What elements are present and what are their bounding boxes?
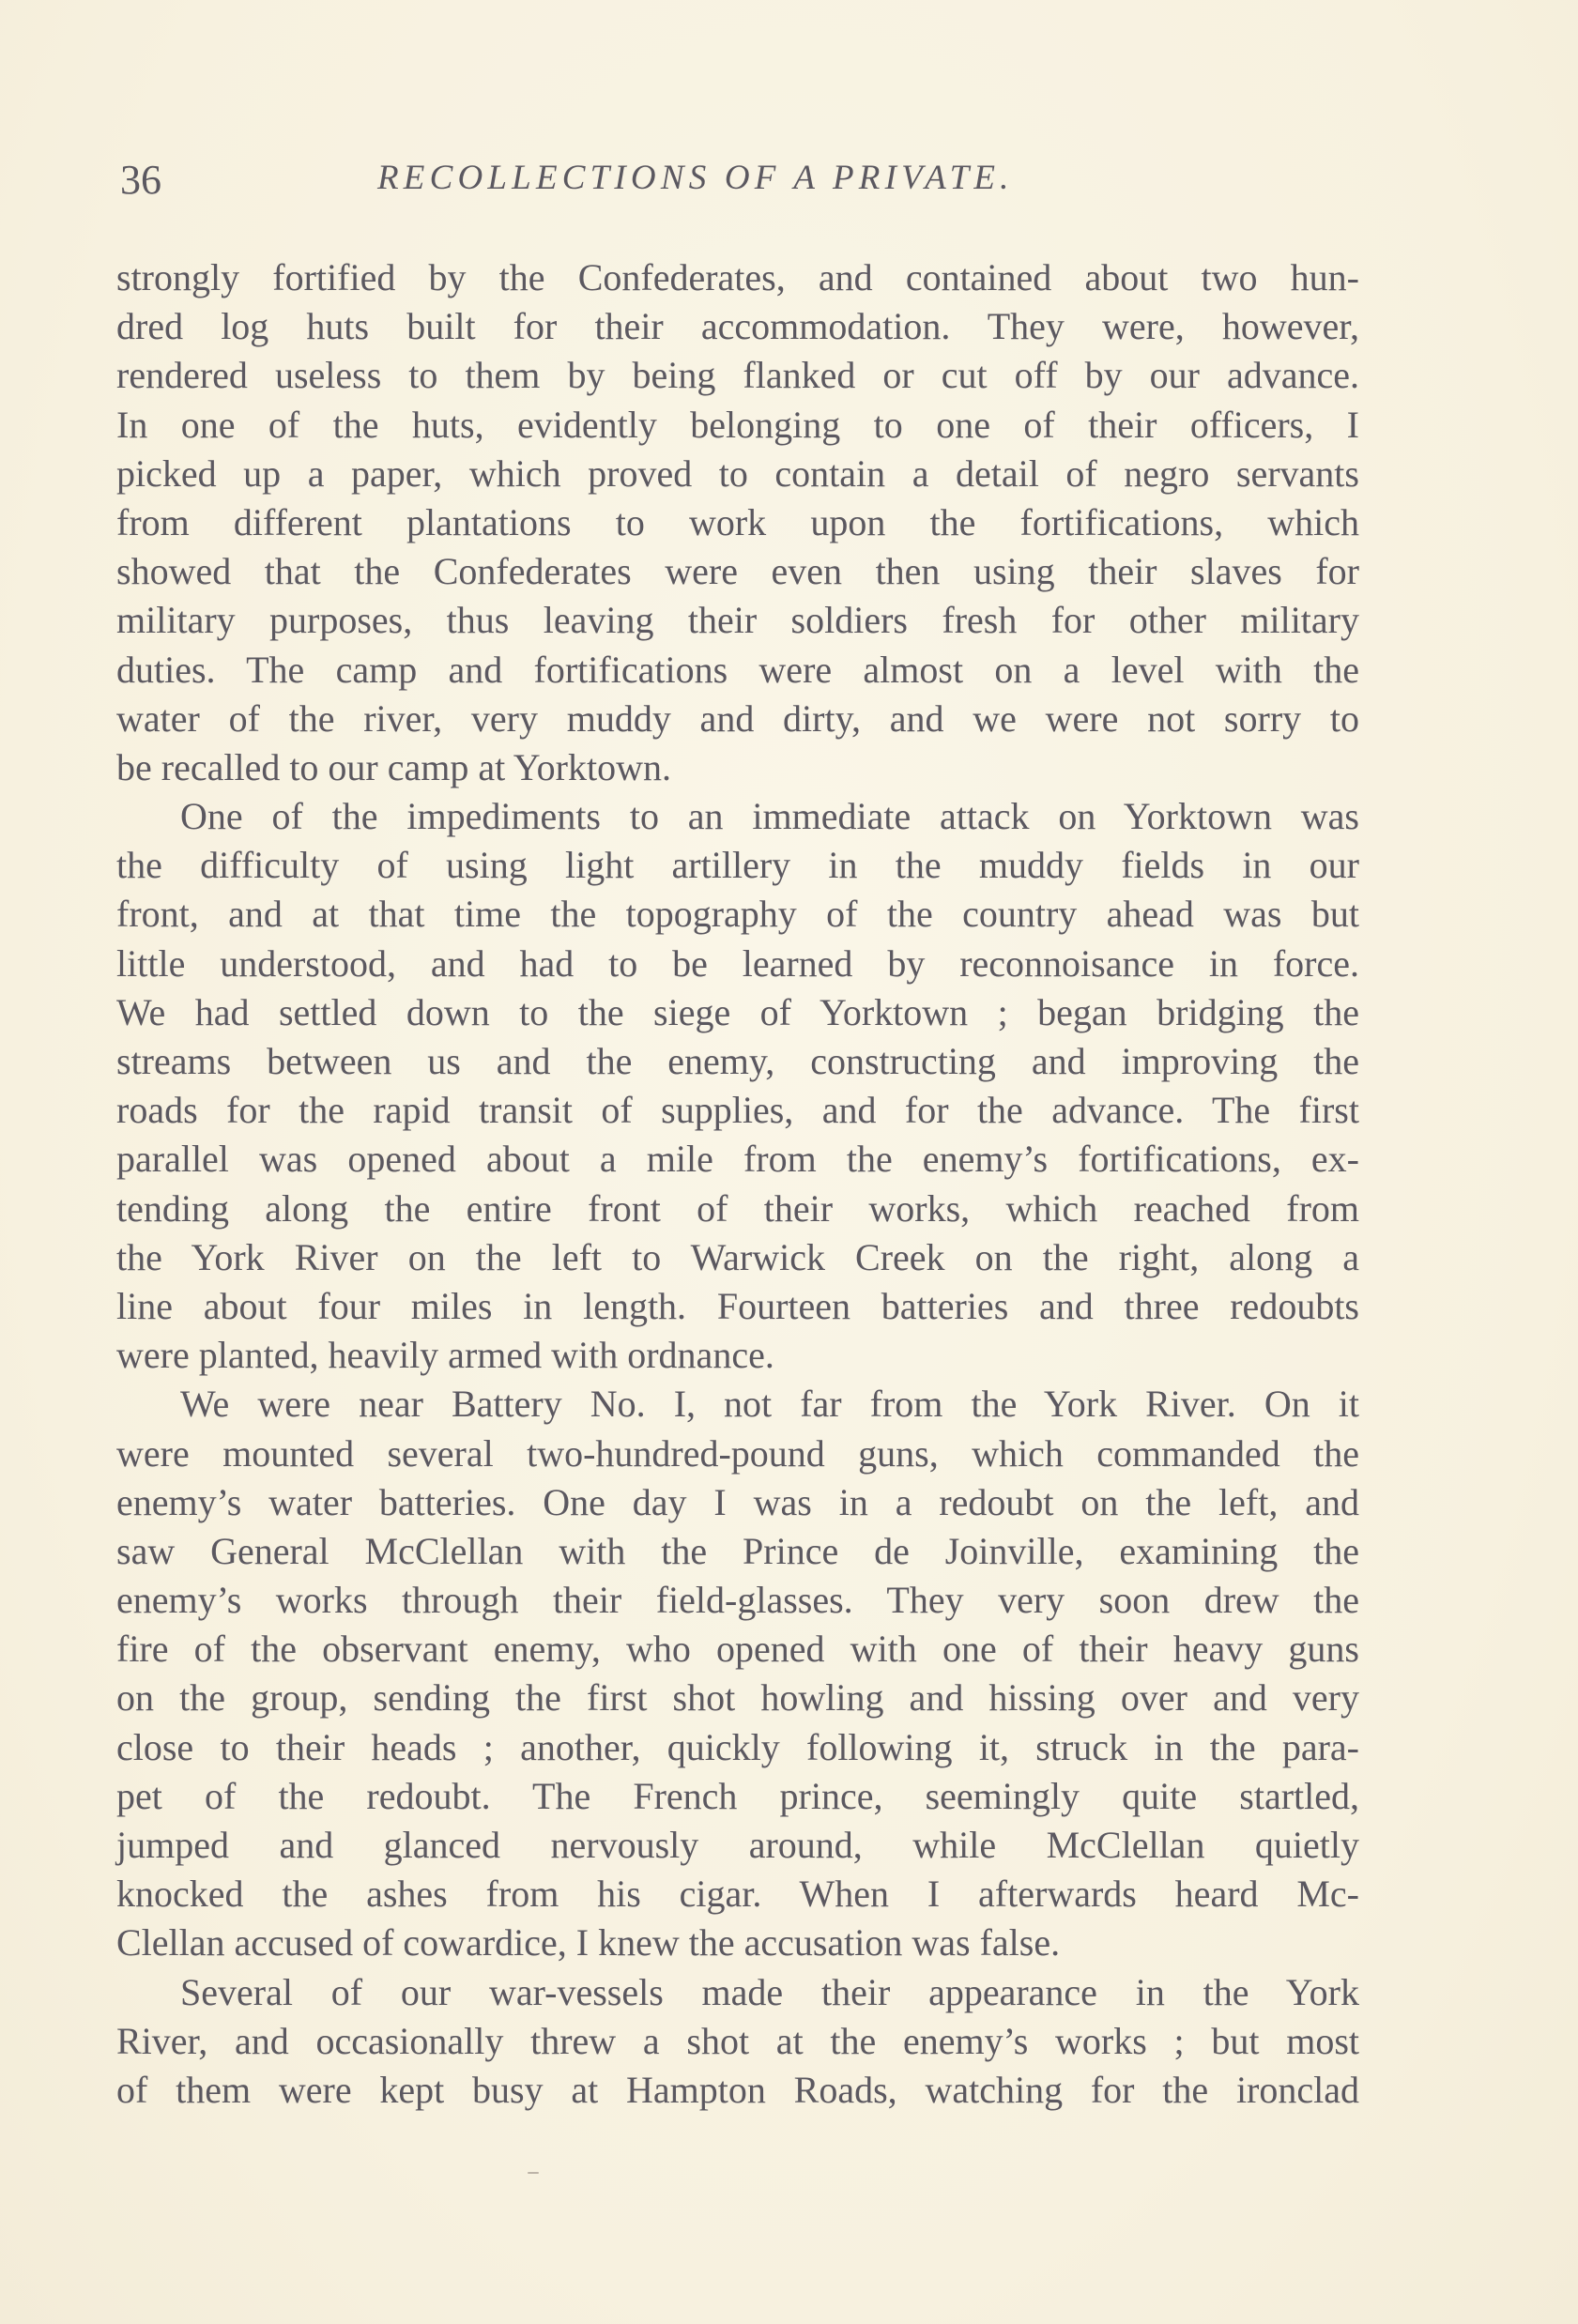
- text-line: tending along the entire front of their works, which reached from: [116, 1186, 1359, 1230]
- text-line: pet of the redoubt. The French prince, seemingly quite startled,: [116, 1774, 1359, 1817]
- text-line: little understood, and had to be learned by reconnoisance in force.: [116, 941, 1359, 985]
- text-line: roads for the rapid transit of supplies, and for the advance. The first: [116, 1089, 1359, 1132]
- text-line: jumped and glanced nervously around, while McClellan quietly: [116, 1824, 1359, 1866]
- text-line: saw General McClellan with the Prince de Joinville, examining the: [116, 1529, 1359, 1572]
- text-line: In one of the huts, evidently belonging to one of their officers, I: [116, 403, 1359, 446]
- page-number: 36: [120, 157, 161, 203]
- text-line: duties. The camp and fortifications were almost on a level with the: [116, 648, 1359, 691]
- text-line: front, and at that time the topography of the country ahead was but: [116, 893, 1359, 936]
- text-line: line about four miles in length. Fourteen batteries and three redoubts: [116, 1284, 1359, 1327]
- text-line: were mounted several two-hundred-pound guns, which commanded the: [116, 1431, 1359, 1475]
- text-line: One of the impediments to an immediate attack on Yorktown was: [180, 795, 1359, 838]
- text-line: of them were kept busy at Hampton Roads, watching for the ironclad: [116, 2068, 1359, 2111]
- paragraph-1: [116, 253, 1359, 792]
- text-line: close to their heads ; another, quickly following it, struck in the para-: [116, 1725, 1359, 1768]
- paragraph-2: [116, 792, 1359, 1380]
- paper-speck: [528, 2172, 539, 2174]
- text-line: enemy’s water batteries. One day I was in a redoubt on the left, and: [116, 1480, 1359, 1523]
- paragraph-4: [116, 1968, 1359, 2116]
- text-line: rendered useless to them by being flanked or cut off by our advance.: [116, 354, 1359, 397]
- text-line: showed that the Confederates were even then using their slaves for: [116, 550, 1359, 593]
- text-line: streams between us and the enemy, constructing and improving the: [116, 1040, 1359, 1082]
- text-line: from different plantations to work upon the fortifications, which: [116, 500, 1359, 543]
- running-title: RECOLLECTIONS OF A PRIVATE.: [377, 159, 1014, 197]
- text-line: water of the river, very muddy and dirty, and we were not sorry to: [116, 696, 1359, 740]
- text-line: on the group, sending the first shot howling and hissing over and very: [116, 1676, 1359, 1720]
- text-line: We had settled down to the siege of Yorktown ; began bridging the: [116, 990, 1359, 1033]
- text-line: Several of our war-vessels made their appearance in the York: [180, 1970, 1359, 2013]
- paragraph-3: [116, 1380, 1359, 1967]
- text-line: the York River on the left to Warwick Creek on the right, along a: [116, 1235, 1359, 1278]
- body-text: [116, 253, 1359, 2115]
- text-line: the difficulty of using light artillery in the muddy fields in our: [116, 844, 1359, 887]
- text-line: were planted, heavily armed with ordnance.: [116, 1334, 774, 1377]
- text-line: parallel was opened about a mile from the enemy’s fortifications, ex-: [116, 1138, 1359, 1181]
- text-line: be recalled to our camp at Yorktown.: [116, 745, 671, 788]
- text-line: strongly fortified by the Confederates, and contained about two hun-: [116, 256, 1359, 298]
- text-line: fire of the observant enemy, who opened with one of their heavy guns: [116, 1628, 1359, 1671]
- text-line: picked up a paper, which proved to contain a detail of negro servants: [116, 451, 1359, 495]
- text-line: River, and occasionally threw a shot at the enemy’s works ; but most: [116, 2019, 1359, 2062]
- text-line: Clellan accused of cowardice, I knew the accusation was false.: [116, 1921, 1061, 1965]
- text-line: knocked the ashes from his cigar. When I afterwards heard Mc-: [116, 1873, 1359, 1916]
- text-line: military purposes, thus leaving their soldiers fresh for other military: [116, 599, 1359, 642]
- text-line: dred log huts built for their accommodation. They were, however,: [116, 305, 1359, 348]
- text-line: enemy’s works through their field-glasses. They very soon drew the: [116, 1579, 1359, 1622]
- text-line: We were near Battery No. I, not far from the York River. On it: [180, 1383, 1359, 1426]
